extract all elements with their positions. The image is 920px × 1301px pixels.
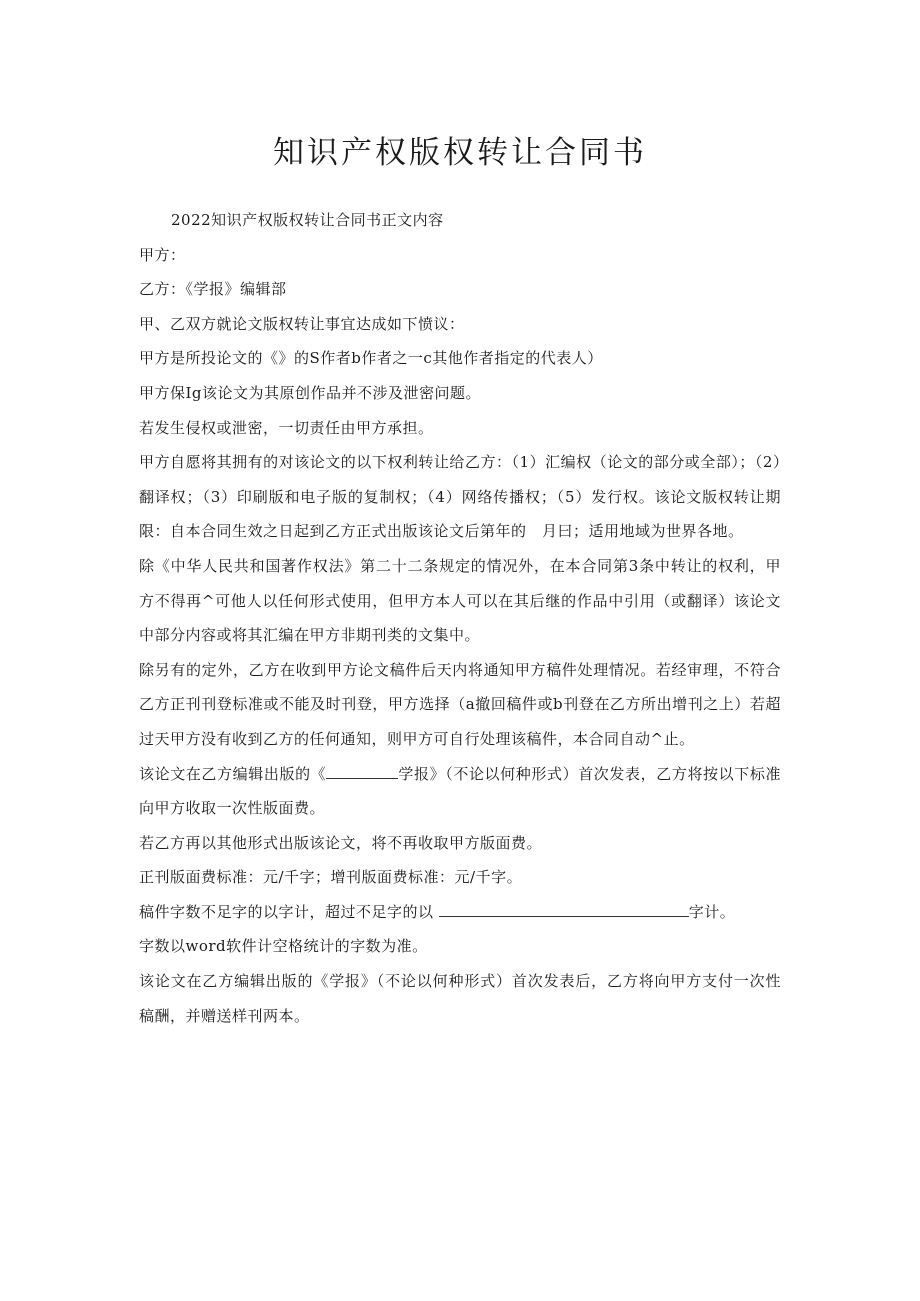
clause-wordcount [139, 895, 781, 930]
document-body [139, 203, 781, 1033]
clause-word-software: 字数以word软件计空格统计的字数为准。 [139, 937, 428, 956]
agreement-intro: 甲、乙双方就论文版权转让事宜达成如下愤议： [139, 314, 465, 333]
clause-wordcount-pre: 稿件字数不足字的以字计，超过不足字的以 [139, 902, 434, 921]
clause-original: 甲方保Ig该论文为其原创作品并不涉及泄密问题。 [139, 383, 482, 402]
clause-publish [139, 757, 781, 826]
wordcount-blank [439, 902, 689, 917]
clause-fee: 正刊版面费标准：元/千字；增刊版面费标准：元/千字。 [139, 868, 523, 887]
clause-publish-post: 学报》（不论以何种形式）首次发表，乙方将按以下标准向甲方收取一次性版面费。 [139, 764, 781, 818]
clause-notice: 除另有的定外，乙方在收到甲方论文稿件后天内将通知甲方稿件处理情况。若经审理，不符合乙方正刊刊登标准或不能及时刊登，甲方选择（a撤回稿件或b刊登在乙方所出增刊之上）若超过天甲方没有收到乙方的任何通知，则甲方可自行处理该稿件，本合同自动^止。 [139, 660, 781, 748]
document-subtitle: 2022知识产权版权转让合同书正文内容 [171, 211, 444, 229]
party-a-line: 甲方： [139, 245, 186, 264]
clause-author: 甲方是所投论文的《》的S作者b作者之一c其他作者指定的代表人） [139, 349, 603, 368]
journal-name-blank [326, 764, 398, 779]
clause-rights: 甲方自愿将其拥有的对该论文的以下权利转让给乙方：（1）汇编权（论文的部分或全部）；（2）翻译权；（3）印刷版和电子版的复制权；（4）网络传播权；（5）发行权。该论文版权转让期限：自本合同生效之日起到乙方正式出版该论文后第年的 月曰；适用地域为世界各地。 [139, 453, 781, 541]
clause-payment: 该论文在乙方编辑出版的《学报》（不论以何种形式）首次发表后，乙方将向甲方支付一次性稿酬，并赠送样刊两本。 [139, 972, 781, 1025]
clause-exception: 除《中华人民共和国著作权法》第二十二条规定的情况外，在本合同第3条中转让的权利，甲方不得再^可他人以任何形式使用，但甲方本人可以在其后继的作品中引用（或翻译）该论文中部分内容或将其汇编在甲方非期刊类的文集中。 [139, 556, 781, 645]
party-b-line: 乙方：《学报》编辑部 [139, 280, 287, 299]
document-title: 知识产权版权转让合同书 [273, 135, 647, 171]
clause-reprint: 若乙方再以其他形式出版该论文，将不再收取甲方版面费。 [139, 833, 543, 852]
clause-liability: 若发生侵权或泄密，一切责任由甲方承担。 [139, 418, 434, 437]
clause-wordcount-post: 字计。 [688, 902, 736, 921]
clause-publish-pre: 该论文在乙方编辑出版的《 [139, 764, 327, 783]
